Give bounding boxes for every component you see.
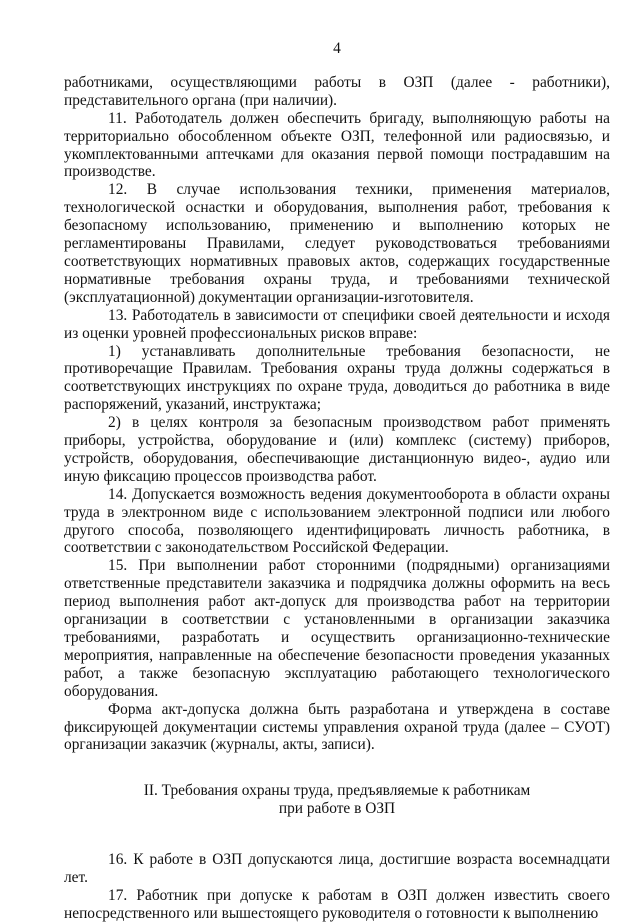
paragraph-17: 17. Работник при допуске к работам в ОЗП должен известить своего непосредственного или вышестоящего руководителя о готовности к выполнению: [64, 886, 610, 922]
paragraph-continuation: работниками, осуществляющими работы в ОЗП (далее - работники), представительного органа (при наличии).: [64, 73, 610, 109]
paragraph-13-item-1: 1) устанавливать дополнительные требования безопасности, не противоречащие Правилам. Требования охраны труда должны содержаться в соответствующих инструкциях по охране труда, доводиться до работника в виде распоряжений, указаний, инструктажа;: [64, 342, 610, 414]
section-heading-line-1: II. Требования охраны труда, предъявляемые к работникам: [143, 782, 531, 800]
paragraph-16: 16. К работе в ОЗП допускаются лица, достигшие возраста восемнадцати лет.: [64, 851, 610, 887]
paragraph-11: 11. Работодатель должен обеспечить бригаду, выполняющую работы на территориально обособленном объекте ОЗП, телефонной или радиосвязью, и укомплектованными аптечками для оказания первой помощи пострадавшим на производстве.: [64, 109, 610, 181]
section-heading: [64, 782, 610, 818]
paragraph-14: 14. Допускается возможность ведения документооборота в области охраны труда в электронном виде с использованием электронной подписи или любого другого способа, позволяющего идентифицировать личность работника, в соответствии с законодательством Российской Федерации.: [64, 485, 610, 557]
paragraph-13: 13. Работодатель в зависимости от специфики своей деятельности и исходя из оценки уровней профессиональных рисков вправе:: [64, 306, 610, 342]
paragraph-15-form: Форма акт-допуска должна быть разработана и утверждена в составе фиксирующей документации системы управления охраной труда (далее – СУОТ) организации заказчик (журналы, акты, записи).: [64, 700, 610, 754]
paragraph-12: 12. В случае использования техники, применения материалов, технологической оснастки и оборудования, выполнения работ, требования к безопасному использованию, применению и выполнению которых не регламентированы Правилами, следует руководствоваться требованиями соответствующих нормативных правовых актов, содержащих государственные нормативные требования охраны труда, и требованиями технической (эксплуатационной) документации организации-изготовителя.: [64, 181, 610, 306]
paragraph-13-item-2: 2) в целях контроля за безопасным производством работ применять приборы, устройства, оборудование и (или) комплекс (систему) приборов, устройств, оборудования, обеспечивающие дистанционную видео-, аудио или иную фиксацию процессов производства работ.: [64, 414, 610, 485]
paragraph-15: 15. При выполнении работ сторонними (подрядными) организациями ответственные представители заказчика и подрядчика должны оформить на весь период выполнения работ акт-допуск для производства работ на территории организации в соответствии с установленными в организации заказчика требованиями, разработать и осуществить организационно-технические мероприятия, направленные на обеспечение безопасности проведения указанных работ, а также безопасную эксплуатацию работающего технологического оборудования.: [64, 557, 610, 700]
page-number: 4: [333, 40, 341, 57]
section-heading-line-2: при работе в ОЗП: [278, 800, 396, 818]
